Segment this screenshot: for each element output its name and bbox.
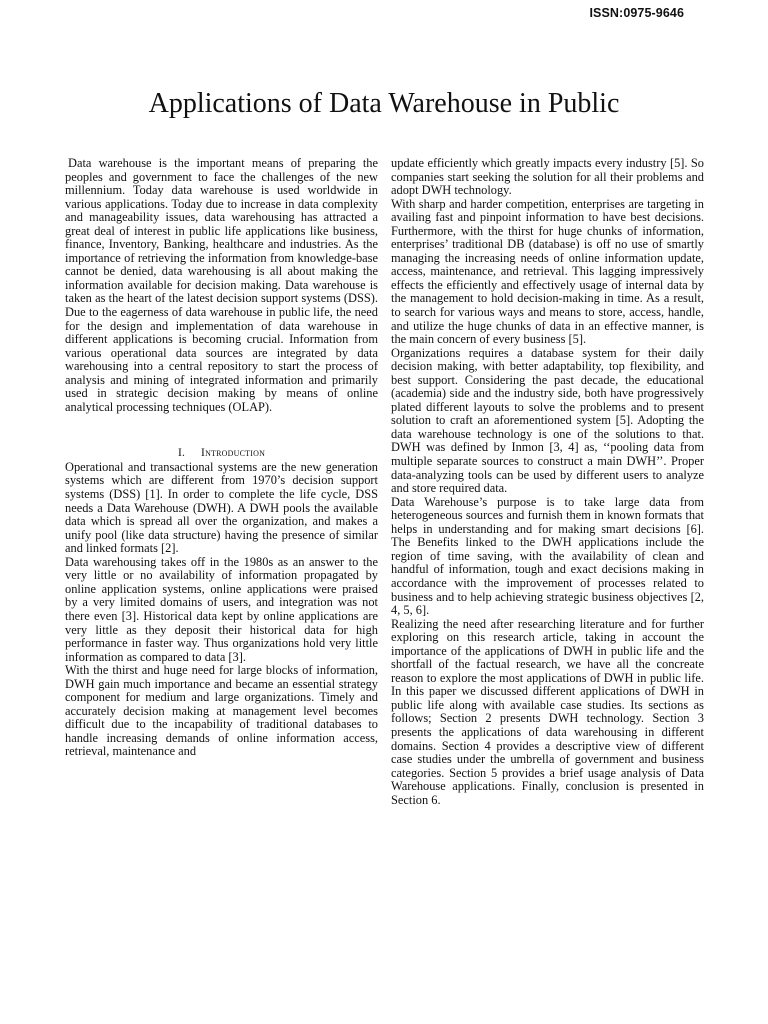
body-paragraph: With the thirst and huge need for large blocks of information, DWH gain much importance and became an essential strategy component for medium and large organizations. Timely and accurately decision making at management level becomes difficult due to the incapability of traditional databases to handle increasing demands of online information access, retrieval, maintenance and <box>65 663 378 759</box>
body-paragraph: Data warehousing takes off in the 1980s as an answer to the very little or no availability of information propagated by online application systems, online applications were praised by a very limited domains of users, and integration was not there even [3]. Historical data kept by online applications are very little as they deposit their historical data for high performance in faster way. Thus organizations hold very little information as compared to data [3]. <box>65 554 378 664</box>
left-column <box>65 157 378 759</box>
section-title: Introduction <box>201 447 266 460</box>
issn-header: ISSN:0975-9646 <box>589 6 684 20</box>
body-paragraph: With sharp and harder competition, enterprises are targeting in availing fast and pinpoint information to have best decisions. Furthermore, with the thirst for huge chunks of information, enterprises’ traditional DB (database) is off no use of smartly managing the increasing needs of online information update, access, maintenance, and retrieval. This lagging impressively effects the efficiently and effectively usage of internal data by the management to hold decision-making in time. As a result, to search for various ways and means to store, access, handle, and utilize the huge chunks of data in an effective manner, is the main concern of every business [5]. <box>391 196 704 347</box>
body-paragraph: Realizing the need after researching literature and for further exploring on this research article, taking in account the importance of the applications of DWH in public life and the shortfall of the factual research, we have all the concreate reason to explore the most applications of DWH in public life. In this paper we discussed different applications of DWH in public life along with available case studies. Its sections as follows; Section 2 presents DWH technology. Section 3 presents the applications of data warehousing in different domains. Section 4 provides a descriptive view of different case studies under the umbrella of government and business categories. Section 5 provides a brief usage analysis of Data Warehouse applications. Finally, conclusion is presented in Section 6. <box>391 616 704 807</box>
abstract-paragraph: Data warehouse is the important means of preparing the peoples and government to face the challenges of the new millennium. Today data warehouse is used worldwide in various applications. Today due to increase in data complexity and manageability issues, data warehousing has attracted a great deal of interest in public life applications like business, finance, Inventory, Banking, healthcare and industries. As the importance of retrieving the information from knowledge-base cannot be denied, data warehousing is all about making the information available for decision making. Data warehouse is taken as the heart of the latest decision support systems (DSS). Due to the eagerness of data warehouse in public life, the need for the design and implementation of data warehouse in different applications is becoming crucial. Information from various operational data sources are integrated by data warehousing into a central repository to start the process of analysis and mining of integrated information and primarily used in strategic decision making by means of online analytical processing techniques (OLAP). <box>65 156 378 414</box>
paper-title: Applications of Data Warehouse in Public <box>148 88 620 119</box>
body-paragraph: Organizations requires a database system for their daily decision making, with better adaptability, top flexibility, and best support. Considering the past decade, the educational (academia) side and the industry side, both have progressively plated different layouts to solve the problems and to present solution to craft an aforementioned system [5]. Adopting the data warehouse technology is one of the solutions to that. DWH was defined by Inmon [3, 4] as, ‘‘pooling data from multiple separate sources to construct a main DWH’’. Proper data-analyzing tools can be used by different users to analyze and store required data. <box>391 345 704 496</box>
section-number: I. <box>177 447 186 460</box>
section-heading-introduction <box>65 447 378 461</box>
body-paragraph: update efficiently which greatly impacts every industry [5]. So companies start seeking the solution for all their problems and adopt DWH technology. <box>391 156 704 198</box>
body-paragraph: Operational and transactional systems are the new generation systems which are different from 1970’s decision support systems (DSS) [1]. In order to complete the life cycle, DSS needs a Data Warehouse (DWH). A DWH pools the available data which is spread all over the organization, and makes a unify pool (like data structure) having the presence of similar and linked formats [2]. <box>65 459 378 556</box>
body-paragraph: Data Warehouse’s purpose is to take large data from heterogeneous sources and furnish them in known formats that helps in understanding and for making smart decisions [6]. The Benefits linked to the DWH applications include the region of time saving, with the availability of clean and handful of information, tough and exact decisions making in accordance with the improvement of processes related to business and to help achieving strategic business objectives [2, 4, 5, 6]. <box>391 494 704 618</box>
right-column <box>391 157 704 807</box>
